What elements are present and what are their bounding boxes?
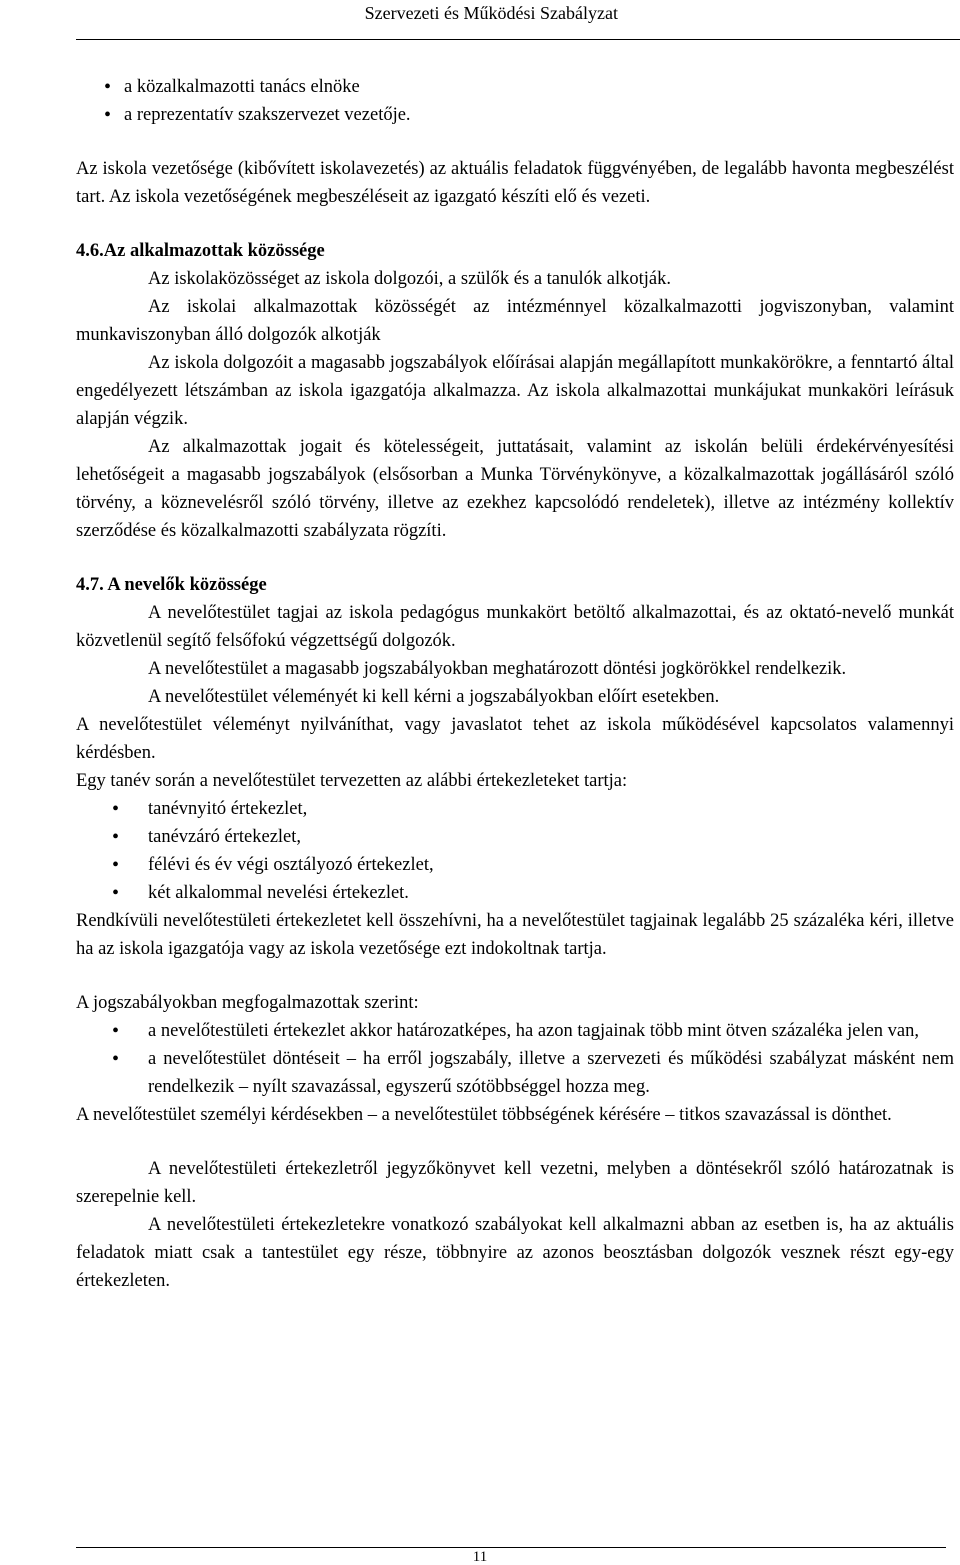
document-body xyxy=(76,73,954,1295)
paragraph: A jogszabályokban megfogalmazottak szerint: xyxy=(76,993,419,1013)
page-number: 11 xyxy=(472,1549,488,1565)
paragraph: Egy tanév során a nevelőtestület tervezetten az alábbi értekezleteket tartja: xyxy=(76,771,628,791)
list-item: • tanévzáró értekezlet, xyxy=(76,823,954,851)
top-bullet-list xyxy=(76,73,954,129)
list-item: • a reprezentatív szakszervezet vezetője. xyxy=(76,101,954,129)
paragraph: A nevelőtestület véleményét ki kell kérni a jogszabályokban előírt esetekben. xyxy=(148,687,720,707)
paragraph: Az iskola vezetősége (kibővített iskolavezetés) az aktuális feladatok függvényében, de legalább havonta megbeszélést tart. Az iskola vezetőségének megbeszéléseit az igazgató készíti elő és vezeti. xyxy=(76,159,954,207)
paragraph: A nevelőtestület személyi kérdésekben – a nevelőtestület többségének kérésére – titkos szavazással is dönthet. xyxy=(76,1105,892,1125)
paragraph: Az iskolaközösséget az iskola dolgozói, a szülők és a tanulók alkotják. xyxy=(148,269,672,289)
meetings-list xyxy=(76,795,954,907)
paragraph: Rendkívüli nevelőtestületi értekezletet kell összehívni, ha a nevelőtestület tagjainak legalább 25 százaléka kéri, illetve ha az iskola igazgatója vagy az iskola vezetősége ezt indokoltnak tartja. xyxy=(76,911,954,959)
section-heading-4-7: 4.7. A nevelők közössége xyxy=(76,575,267,595)
page-header xyxy=(76,0,960,40)
list-item: • két alkalommal nevelési értekezlet. xyxy=(76,879,954,907)
paragraph: A nevelőtestület tagjai az iskola pedagógus munkakört betöltő alkalmazottai, és az oktató-nevelő munkát közvetlenül segítő felsőfokú végzettségű dolgozók. xyxy=(76,603,954,651)
footer-divider xyxy=(76,1547,946,1548)
paragraph: A nevelőtestület véleményt nyilváníthat, vagy javaslatot tehet az iskola működésével kapcsolatos valamennyi kérdésben. xyxy=(76,715,954,763)
paragraph: Az iskolai alkalmazottak közösségét az intézménnyel közalkalmazotti jogviszonyban, valamint munkaviszonyban álló dolgozók alkotják xyxy=(76,297,954,345)
list-item: • a nevelőtestületi értekezlet akkor határozatképes, ha azon tagjainak több mint ötven százaléka jelen van, xyxy=(76,1017,954,1045)
paragraph: Az iskola dolgozóit a magasabb jogszabályok előírásai alapján megállapított munkakörökre, a fenntartó által engedélyezett létszámban az iskola igazgatója alkalmazza. Az iskola alkalmazottai munkájukat munkaköri leírásuk alapján végzik. xyxy=(76,353,954,429)
header-title: Szervezeti és Működési Szabályzat xyxy=(364,3,618,23)
section-heading-4-6: 4.6.Az alkalmazottak közössége xyxy=(76,241,325,261)
rules-list xyxy=(76,1017,954,1101)
paragraph: A nevelőtestületi értekezletről jegyzőkönyvet kell vezetni, melyben a döntésekről szóló határozatnak is szerepelnie kell. xyxy=(76,1159,954,1207)
list-item: • tanévnyitó értekezlet, xyxy=(76,795,954,823)
paragraph: A nevelőtestület a magasabb jogszabályokban meghatározott döntési jogkörökkel rendelkezik. xyxy=(148,659,847,679)
list-item: • félévi és év végi osztályozó értekezlet, xyxy=(76,851,954,879)
paragraph: A nevelőtestületi értekezletekre vonatkozó szabályokat kell alkalmazni abban az esetben is, ha az aktuális feladatok miatt csak a tantestület egy része, többnyire az azonos beosztásban dolgozók vesznek részt egy-egy értekezleten. xyxy=(76,1215,954,1291)
paragraph: Az alkalmazottak jogait és kötelességeit, juttatásait, valamint az iskolán belüli érdekérvényesítési lehetőségeit a magasabb jogszabályok (elsősorban a Munka Törvénykönyve, a közalkalmazottak jogállásáról szóló törvény, a köznevelésről szóló törvény, illetve az ezekhez kapcsolódó rendeletek), illetve az intézmény kollektív szerződése és közalkalmazotti szabályzata rögzíti. xyxy=(76,437,954,541)
list-item: • a közalkalmazotti tanács elnöke xyxy=(76,73,954,101)
list-item: • a nevelőtestület döntéseit – ha erről jogszabály, illetve a szervezeti és működési szabályzat másként nem rendelkezik – nyílt szavazással, egyszerű szótöbbséggel hozza meg. xyxy=(76,1045,954,1101)
